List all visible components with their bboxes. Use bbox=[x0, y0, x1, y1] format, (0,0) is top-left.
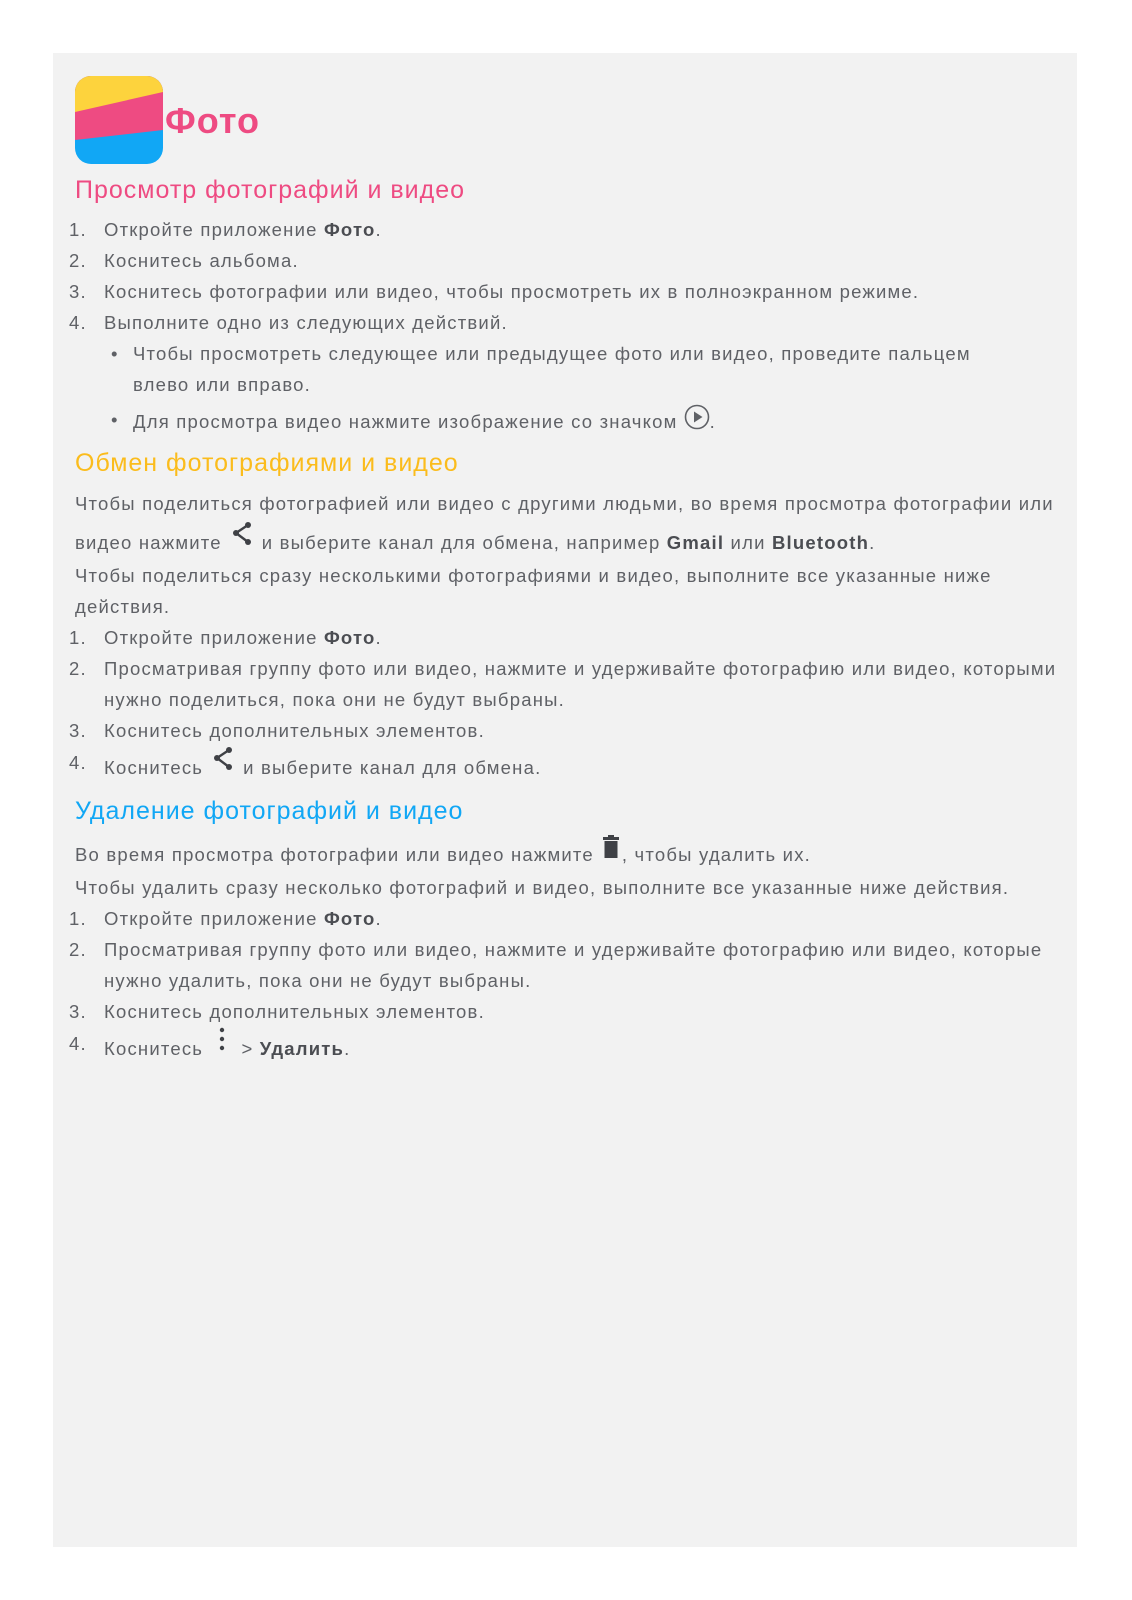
view-steps bbox=[69, 214, 1065, 437]
list-item: 2. Коснитесь альбома. bbox=[69, 250, 299, 271]
list-item: 2. Просматривая группу фото или видео, нажмите и удерживайте фотографию или видео, которые нужно удалить, пока они не будут выбраны. bbox=[69, 939, 1043, 991]
list-item: 4. Выполните одно из следующих действий. • Чтобы просмотреть следующее или предыдущее фото или видео, проведите пальцем влево или вправо. • Для просмотра видео нажмите изображение со значком . bbox=[75, 307, 1065, 437]
section-heading-view: Просмотр фотографий и видео bbox=[75, 176, 466, 204]
play-circle-icon bbox=[684, 404, 710, 430]
list-item: 4. Коснитесь и выберите канал для обмена. bbox=[75, 746, 1065, 785]
share-intro: Чтобы поделиться фотографией или видео с другими людьми, во время просмотра фотографии или видео нажмите и выберите канал для обмена, например Gmail или Bluetooth. bbox=[75, 493, 1054, 553]
share-steps bbox=[69, 622, 1065, 785]
list-item: 3. Коснитесь дополнительных элементов. bbox=[69, 720, 485, 741]
delete-steps bbox=[69, 903, 1065, 1066]
section-heading-share: Обмен фотографиями и видео bbox=[75, 449, 459, 477]
share-icon bbox=[211, 746, 235, 772]
list-item: 2. Просматривая группу фото или видео, нажмите и удерживайте фотографию или видео, которыми нужно поделиться, пока они не будут выбраны. bbox=[69, 658, 1057, 710]
trash-icon bbox=[602, 835, 620, 859]
delete-intro: Во время просмотра фотографии или видео нажмите , чтобы удалить их. bbox=[75, 835, 1065, 872]
app-header bbox=[75, 75, 1065, 165]
list-item: 1. Откройте приложение Фото. bbox=[69, 627, 382, 648]
bullet-item: • Для просмотра видео нажмите изображение со значком . bbox=[104, 404, 1065, 437]
view-bullets bbox=[104, 338, 1065, 437]
list-item: 1. Откройте приложение Фото. bbox=[69, 219, 382, 240]
list-item: 3. Коснитесь фотографии или видео, чтобы просмотреть их в полноэкранном режиме. bbox=[69, 281, 920, 302]
document-page bbox=[53, 53, 1077, 1547]
page-title: Фото bbox=[165, 99, 260, 141]
delete-multi: Чтобы удалить сразу несколько фотографий и видео, выполните все указанные ниже действия. bbox=[75, 877, 1010, 898]
share-icon bbox=[230, 521, 254, 547]
section-heading-delete: Удаление фотографий и видео bbox=[75, 797, 464, 825]
document-content bbox=[69, 75, 1065, 1066]
photos-app-icon bbox=[75, 76, 163, 164]
bullet-item: • Чтобы просмотреть следующее или предыдущее фото или видео, проведите пальцем влево или вправо. bbox=[111, 343, 971, 395]
list-item: 3. Коснитесь дополнительных элементов. bbox=[69, 1001, 485, 1022]
share-multi: Чтобы поделиться сразу несколькими фотографиями и видео, выполните все указанные ниже действия. bbox=[75, 565, 992, 617]
list-item: 4. Коснитесь > Удалить. bbox=[75, 1027, 1065, 1066]
more-vertical-icon bbox=[215, 1027, 229, 1053]
list-item: 1. Откройте приложение Фото. bbox=[69, 908, 382, 929]
